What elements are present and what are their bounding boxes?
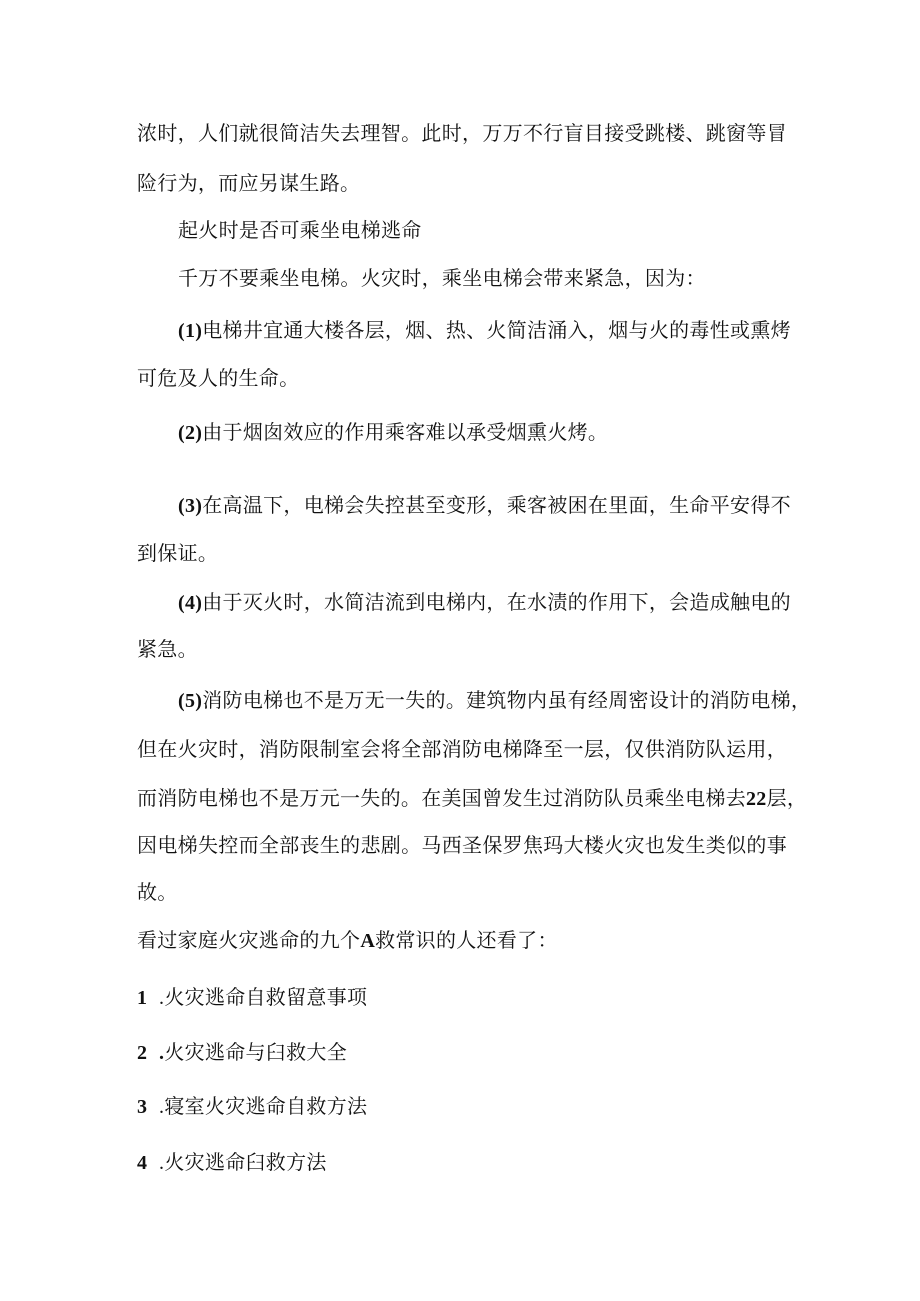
related-link-number: 4 <box>137 1152 148 1174</box>
related-link-text[interactable]: 火灾逃命与臼救大全 <box>164 1040 348 1064</box>
item-number: (5) <box>178 690 203 712</box>
item-text: 消防电梯也不是万无一失的。建筑物内虽有经周密设计的消防电梯， <box>202 688 812 712</box>
list-item-5-line <box>137 786 808 811</box>
list-item-1-line <box>178 318 791 343</box>
related-intro <box>137 928 787 953</box>
list-item-2-line <box>178 420 828 445</box>
related-link-text[interactable]: 火灾逃命臼救方法 <box>164 1150 327 1174</box>
related-link-3[interactable] <box>137 1094 787 1119</box>
list-item-5-line: 因电梯失控而全部丧生的悲剧。马西圣保罗焦玛大楼火灾也发生类似的事 <box>137 833 787 857</box>
list-item-3-line: 到保证。 <box>137 541 219 565</box>
section-heading: 起火时是否可乘坐电梯逃命 <box>178 218 422 242</box>
list-item-3-line <box>178 493 791 518</box>
related-link-separator: . <box>159 1042 165 1064</box>
item-text: 由于灭火时，水简洁流到电梯内，在水渍的作用下，会造成触电的 <box>202 590 791 614</box>
related-link-text[interactable]: 火灾逃命自救留意事项 <box>164 985 368 1009</box>
item-text: 在高温下，电梯会失控甚至变形，乘客被困在里面，生命平安得不 <box>202 493 791 517</box>
related-link-4[interactable] <box>137 1150 787 1175</box>
list-item-5-line: 但在火灾时，消防限制室会将全部消防电梯降至一层，仅供消防队运用， <box>137 737 787 761</box>
paragraph-line: 千万不要乘坐电梯。火灾时，乘坐电梯会带来紧急，因为： <box>178 266 706 290</box>
related-intro-text: 救常识的人还看了： <box>375 928 558 952</box>
floor-number: 22 <box>746 788 767 810</box>
related-intro-text: 看过家庭火灾逃命的九个 <box>137 928 361 952</box>
related-link-1[interactable] <box>137 985 787 1010</box>
paragraph-line: 浓时，人们就很简洁失去理智。此时，万万不行盲目接受跳楼、跳窗等冒 <box>137 121 787 145</box>
item-number: (4) <box>178 592 203 614</box>
list-item-4-line <box>178 590 791 615</box>
list-item-5-line: 故。 <box>137 880 178 904</box>
related-link-number: 3 <box>137 1096 148 1118</box>
item-number: (3) <box>178 495 203 517</box>
list-item-1-line: 可危及人的生命。 <box>137 366 300 390</box>
related-link-text[interactable]: 寝室火灾逃命自救方法 <box>164 1094 368 1118</box>
related-intro-letter: A <box>360 930 376 952</box>
list-item-4-line: 紧急。 <box>137 637 198 661</box>
item-text: 而消防电梯也不是万元一失的。在美国曾发生过消防队员乘坐电梯去 <box>137 786 746 810</box>
item-number: (1) <box>178 320 203 342</box>
related-link-number: 2 <box>137 1042 148 1064</box>
related-link-2[interactable] <box>137 1040 787 1065</box>
item-text: 由于烟囱效应的作用乘客难以承受烟熏火烤。 <box>202 420 609 444</box>
related-link-separator: . <box>159 987 165 1009</box>
item-number: (2) <box>178 422 203 444</box>
item-text: 层， <box>766 786 808 810</box>
related-link-number: 1 <box>137 987 148 1009</box>
related-link-separator: . <box>159 1152 165 1174</box>
related-link-separator: . <box>159 1096 165 1118</box>
paragraph-line: 险行为，而应另谋生路。 <box>137 171 361 195</box>
item-text: 电梯井宜通大楼各层，烟、热、火简洁涌入，烟与火的毒性或熏烤 <box>202 318 791 342</box>
list-item-5-line <box>178 688 812 713</box>
